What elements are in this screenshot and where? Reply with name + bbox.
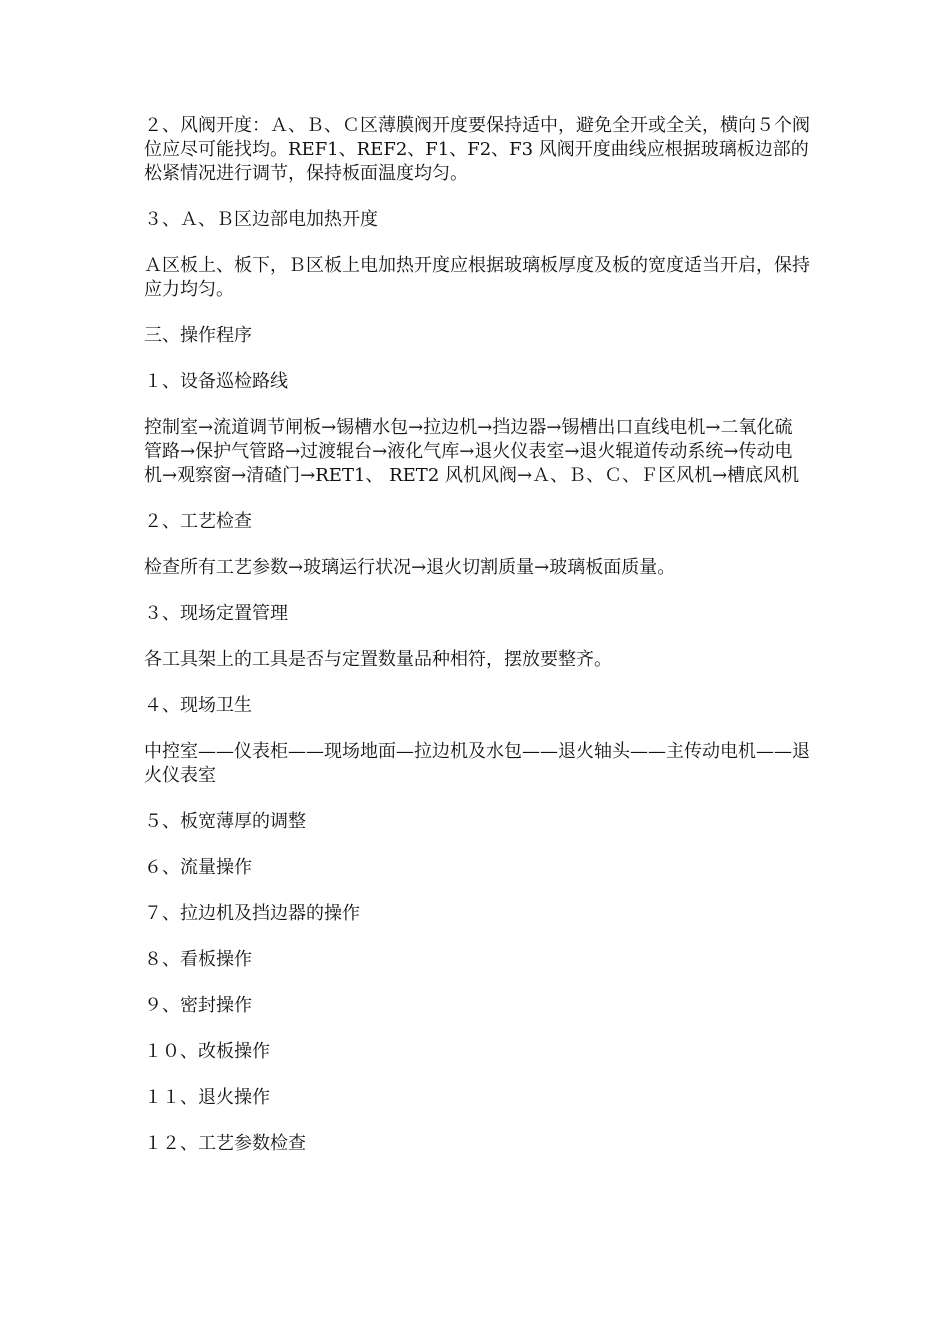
paragraph-electric-heating-opening: Ａ区板上、板下，Ｂ区板上电加热开度应根据玻璃板厚度及板的宽度适当开启，保持应力均匀。 (144, 255, 810, 300)
list-item-annealing-operation: １１、退火操作 (144, 1087, 270, 1108)
heading-site-placement: ３、现场定置管理 (144, 603, 288, 624)
paragraph-inspection-route: 控制室→流道调节闸板→锡槽水包→拉边机→挡边器→锡槽出口直线电机→二氧化硫管路→保护气管路→过渡辊台→液化气库→退火仪表室→退火辊道传动系统→传动电机→观察窗→清碴门→RET1、 RET2 风机风阀→Ａ、Ｂ、Ｃ、Ｆ区风机→槽底风机 (144, 417, 800, 486)
list-item-board-change: １０、改板操作 (144, 1041, 270, 1062)
document-body (144, 114, 810, 1178)
paragraph-site-placement: 各工具架上的工具是否与定置数量品种相符，摆放要整齐。 (144, 649, 612, 670)
section-heading-operating-procedure: 三、操作程序 (144, 325, 252, 346)
paragraph-site-hygiene: 中控室——仪表柜——现场地面—拉边机及水包——退火轴头——主传动电机——退火仪表室 (144, 741, 810, 786)
list-item-width-thickness: ５、板宽薄厚的调整 (144, 811, 306, 832)
list-item-flow-operation: ６、流量操作 (144, 857, 252, 878)
paragraph-fan-valve-opening: ２、风阀开度：Ａ、Ｂ、Ｃ区薄膜阀开度要保持适中，避免全开或全关，横向５个阀位应尽可能找均。REF1、REF2、F1、F2、F3 风阀开度曲线应根据玻璃板边部的松紧情况进行调节，保持板面温度均匀。 (144, 115, 810, 184)
heading-edge-electric-heating: ３、Ａ、Ｂ区边部电加热开度 (144, 209, 378, 230)
heading-site-hygiene: ４、现场卫生 (144, 695, 252, 716)
paragraph-process-check: 检查所有工艺参数→玻璃运行状况→退火切割质量→玻璃板面质量。 (144, 557, 676, 578)
list-item-edge-machine-operation: ７、拉边机及挡边器的操作 (144, 903, 360, 924)
heading-inspection-route: １、设备巡检路线 (144, 371, 288, 392)
heading-process-check: ２、工艺检查 (144, 511, 252, 532)
list-item-sealing-operation: ９、密封操作 (144, 995, 252, 1016)
list-item-parameter-check: １２、工艺参数检查 (144, 1133, 306, 1154)
list-item-board-watching: ８、看板操作 (144, 949, 252, 970)
